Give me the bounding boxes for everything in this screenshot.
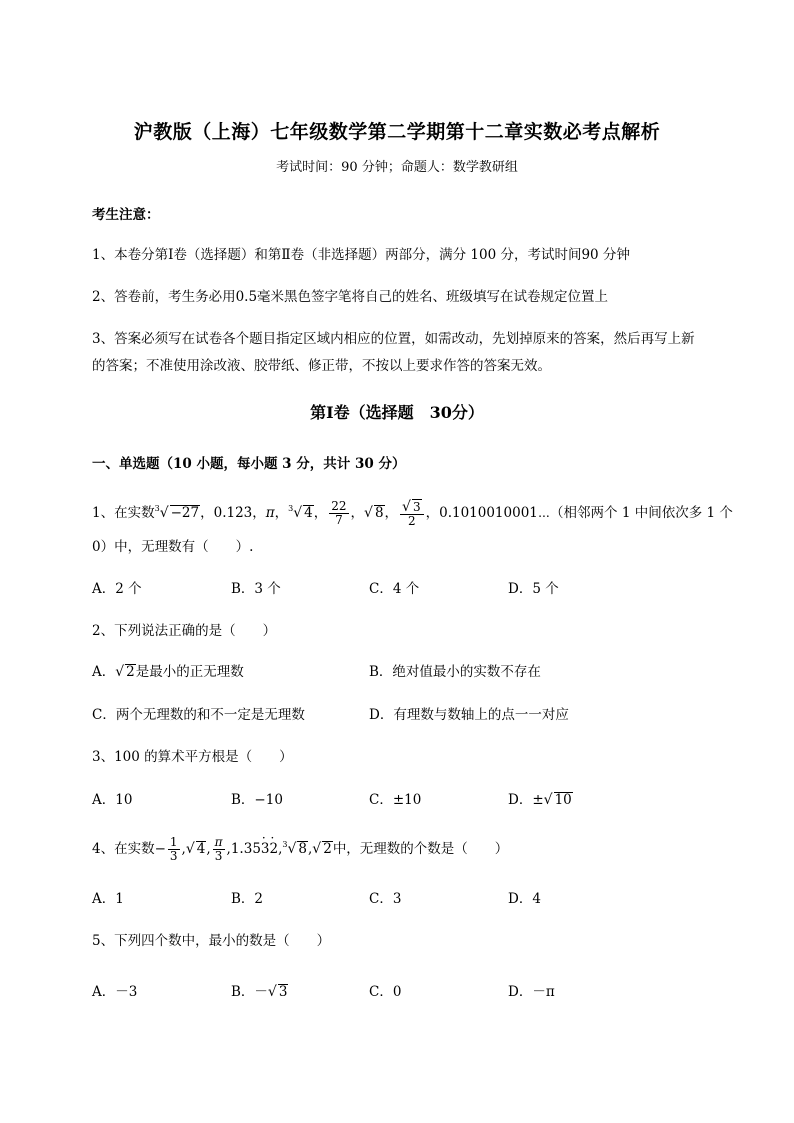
- question-2-stem: 2、下列说法正确的是（ ）: [92, 623, 277, 639]
- page-title: 沪教版（上海）七年级数学第二学期第十二章实数必考点解析: [133, 121, 661, 143]
- notice-item-2: 2、答卷前，考生务必用0.5毫米黑色签字笔将自己的姓名、班级填写在试卷规定位置上: [92, 289, 609, 305]
- q1-option-c: C．4 个: [369, 581, 420, 597]
- part-heading: 一、单选题（10 小题，每小题 3 分，共计 30 分）: [92, 456, 406, 472]
- q4-fraction-pi-3: $\frac{\pi}{3}$: [214, 835, 223, 863]
- q1-option-b: B．3 个: [231, 581, 281, 597]
- q4-option-d: D．4: [508, 891, 541, 907]
- q2-option-a: A．√ 2是最小的正无理数: [92, 664, 244, 680]
- q2-option-b: B．绝对值最小的实数不存在: [369, 664, 541, 680]
- question-3-stem: 3、100 的算术平方根是（ ）: [92, 749, 293, 765]
- q1-cbrt4: 4: [304, 505, 313, 521]
- exam-info: 考试时间：90 分钟；命题人：数学教研组: [276, 160, 518, 175]
- q4-fraction-1-3: $\frac{1}{3}$: [169, 835, 178, 863]
- section-title: 第Ⅰ卷（选择题 30分）: [310, 403, 484, 422]
- q2-option-c: C．两个无理数的和不一定是无理数: [92, 707, 305, 723]
- q4-option-c: C．3: [369, 891, 402, 907]
- q4-option-a: A．1: [92, 891, 124, 907]
- q5-option-c: C．0: [369, 984, 402, 1000]
- q5-option-d: D．－π: [508, 984, 555, 1000]
- q1-fraction-22-7: $\frac{22}{7}$: [331, 499, 347, 527]
- q3-option-a: A．10: [92, 792, 133, 808]
- q4-option-b: B．2: [231, 891, 264, 907]
- question-4-stem: 4、在实数− $\frac{1}{3}$ ,√ 4, $\frac{\pi}{3}$ ,1.35· 3· 2,$^3$√ 8,√ 2中，无理数的个数是（ ）: [92, 829, 508, 861]
- q1-cbrt-neg27: −27: [170, 505, 200, 521]
- q3-option-d: D．±√ 10: [508, 792, 572, 808]
- q1-tail: ，0.1010010001⋯（相邻两个 1 中间依次多 1 个: [425, 505, 733, 521]
- notice-item-1: 1、本卷分第Ⅰ卷（选择题）和第Ⅱ卷（非选择题）两部分，满分 100 分，考试时间90 分钟: [92, 247, 630, 263]
- q1-option-d: D．5 个: [508, 581, 559, 597]
- notice-heading: 考生注意：: [92, 207, 160, 223]
- notice-item-3: 3、答案必须写在试卷各个题目指定区域内相应的位置，如需改动，先划掉原来的答案，然后再写上新: [92, 331, 695, 347]
- q2-option-d: D．有理数与数轴上的点一一对应: [369, 707, 569, 723]
- question-5-stem: 5、下列四个数中，最小的数是（ ）: [92, 933, 331, 949]
- q1-fraction-sqrt3-2: $\frac{√ 3}{2}$: [400, 499, 424, 528]
- q3-option-c: C．±10: [369, 792, 422, 808]
- q1-decimal: 0.12̇3̇: [213, 505, 253, 521]
- q1-option-a: A．2 个: [92, 581, 142, 597]
- question-1-stem: 1、在实数$^3$√ −27，0.12̇3̇，π，$^3$√ 4， $\frac{22}{7}$ ，√ 8， $\frac{√ 3}{2}$ ，0.1010010001⋯（相邻两个 1 中间依次多 1 个: [92, 499, 733, 528]
- q1-prefix: 1、在实数: [92, 505, 155, 521]
- q5-option-b: B．－√ 3: [231, 984, 288, 1000]
- q5-option-a: A．－3: [92, 984, 138, 1000]
- q3-option-b: B．−10: [231, 792, 283, 808]
- notice-item-3-cont: 的答案；不准使用涂改液、胶带纸、修正带，不按以上要求作答的答案无效。: [92, 358, 551, 374]
- q1-pi: π: [265, 505, 275, 521]
- question-1-stem-cont: 0）中，无理数有（ ）.: [92, 539, 254, 555]
- q1-sqrt8: 8: [374, 505, 384, 521]
